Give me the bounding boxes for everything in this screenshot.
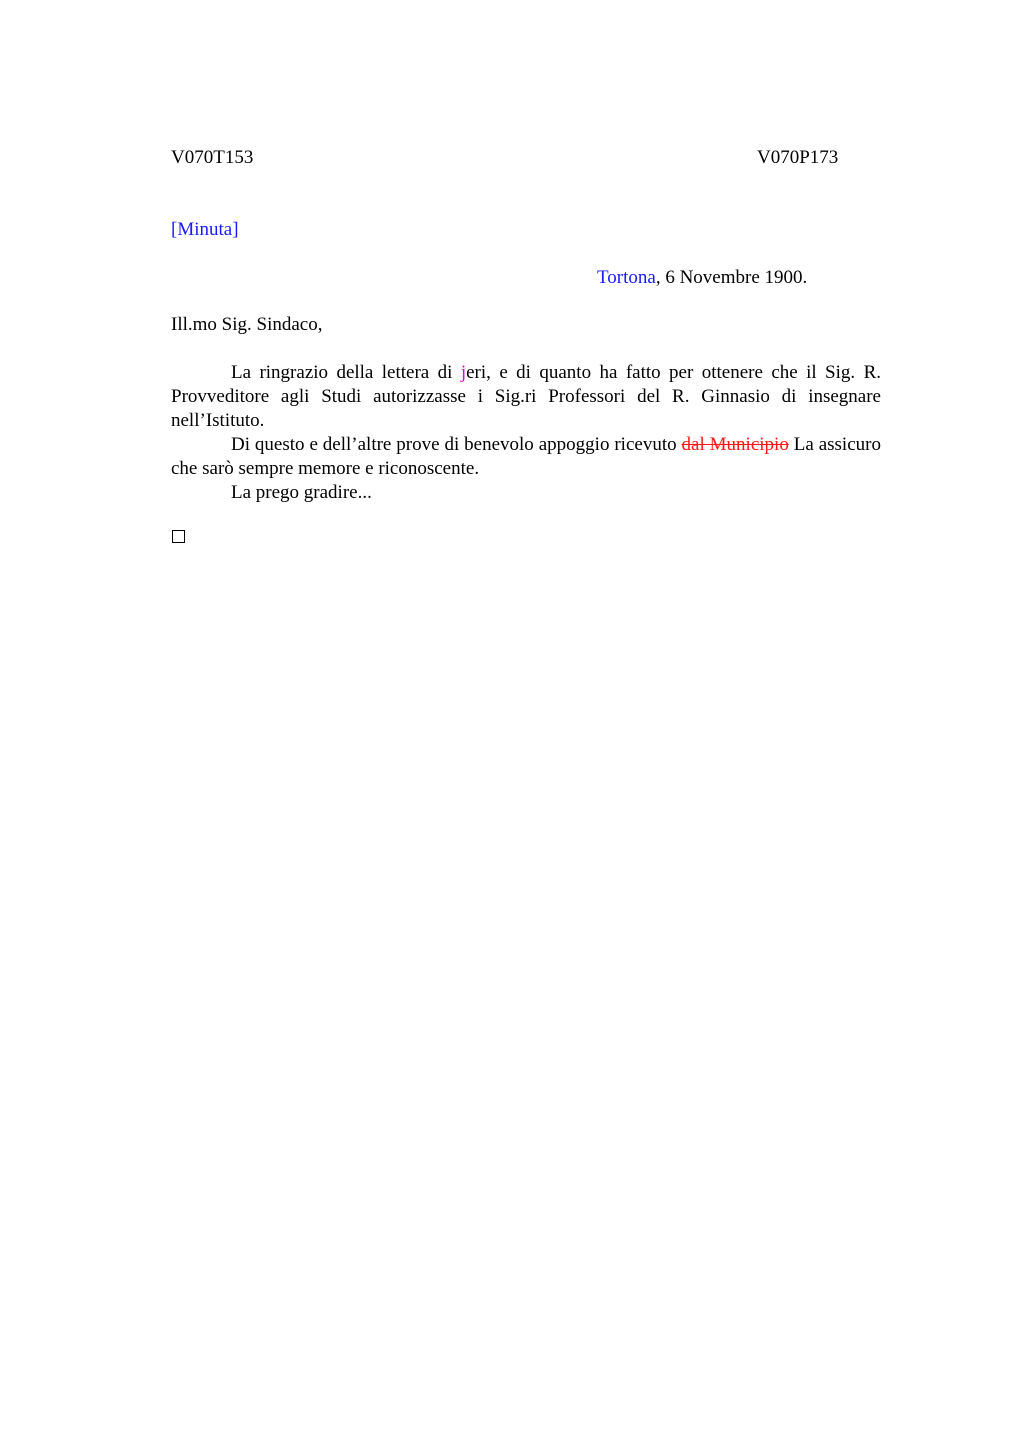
- deleted-text: dal Municipio: [681, 434, 789, 455]
- paragraph-1: [171, 361, 881, 433]
- paragraph-2-text-end: La assicuro che sarò sempre memore e riconoscente.: [171, 434, 881, 479]
- paragraph-3: La prego gradire...: [231, 482, 372, 503]
- editorial-note-minuta: [Minuta]: [171, 219, 239, 240]
- dateline-place: Tortona: [597, 267, 656, 288]
- paragraph-1-text-start: La ringrazio della lettera di: [231, 362, 461, 383]
- letter-body: [171, 361, 881, 505]
- dateline-date: , 6 Novembre 1900.: [655, 267, 808, 288]
- reference-code-left: V070T153: [171, 147, 254, 168]
- paragraph-2: [171, 433, 881, 481]
- paragraph-2-text-start: Di questo e dell’altre prove di benevolo appoggio ricevuto: [231, 434, 682, 455]
- salutation: Ill.mo Sig. Sindaco,: [171, 314, 323, 335]
- emended-letter: j: [460, 362, 467, 383]
- dateline: [597, 266, 807, 290]
- checkbox-icon: [172, 530, 185, 543]
- reference-code-right: V070P173: [757, 147, 839, 168]
- paragraph-1-text-end: eri, e di quanto ha fatto per ottenere che il Sig. R. Provveditore agli Studi autorizzasse i Sig.ri Professori del R. Ginnasio di insegnare nell’Istituto.: [171, 362, 881, 431]
